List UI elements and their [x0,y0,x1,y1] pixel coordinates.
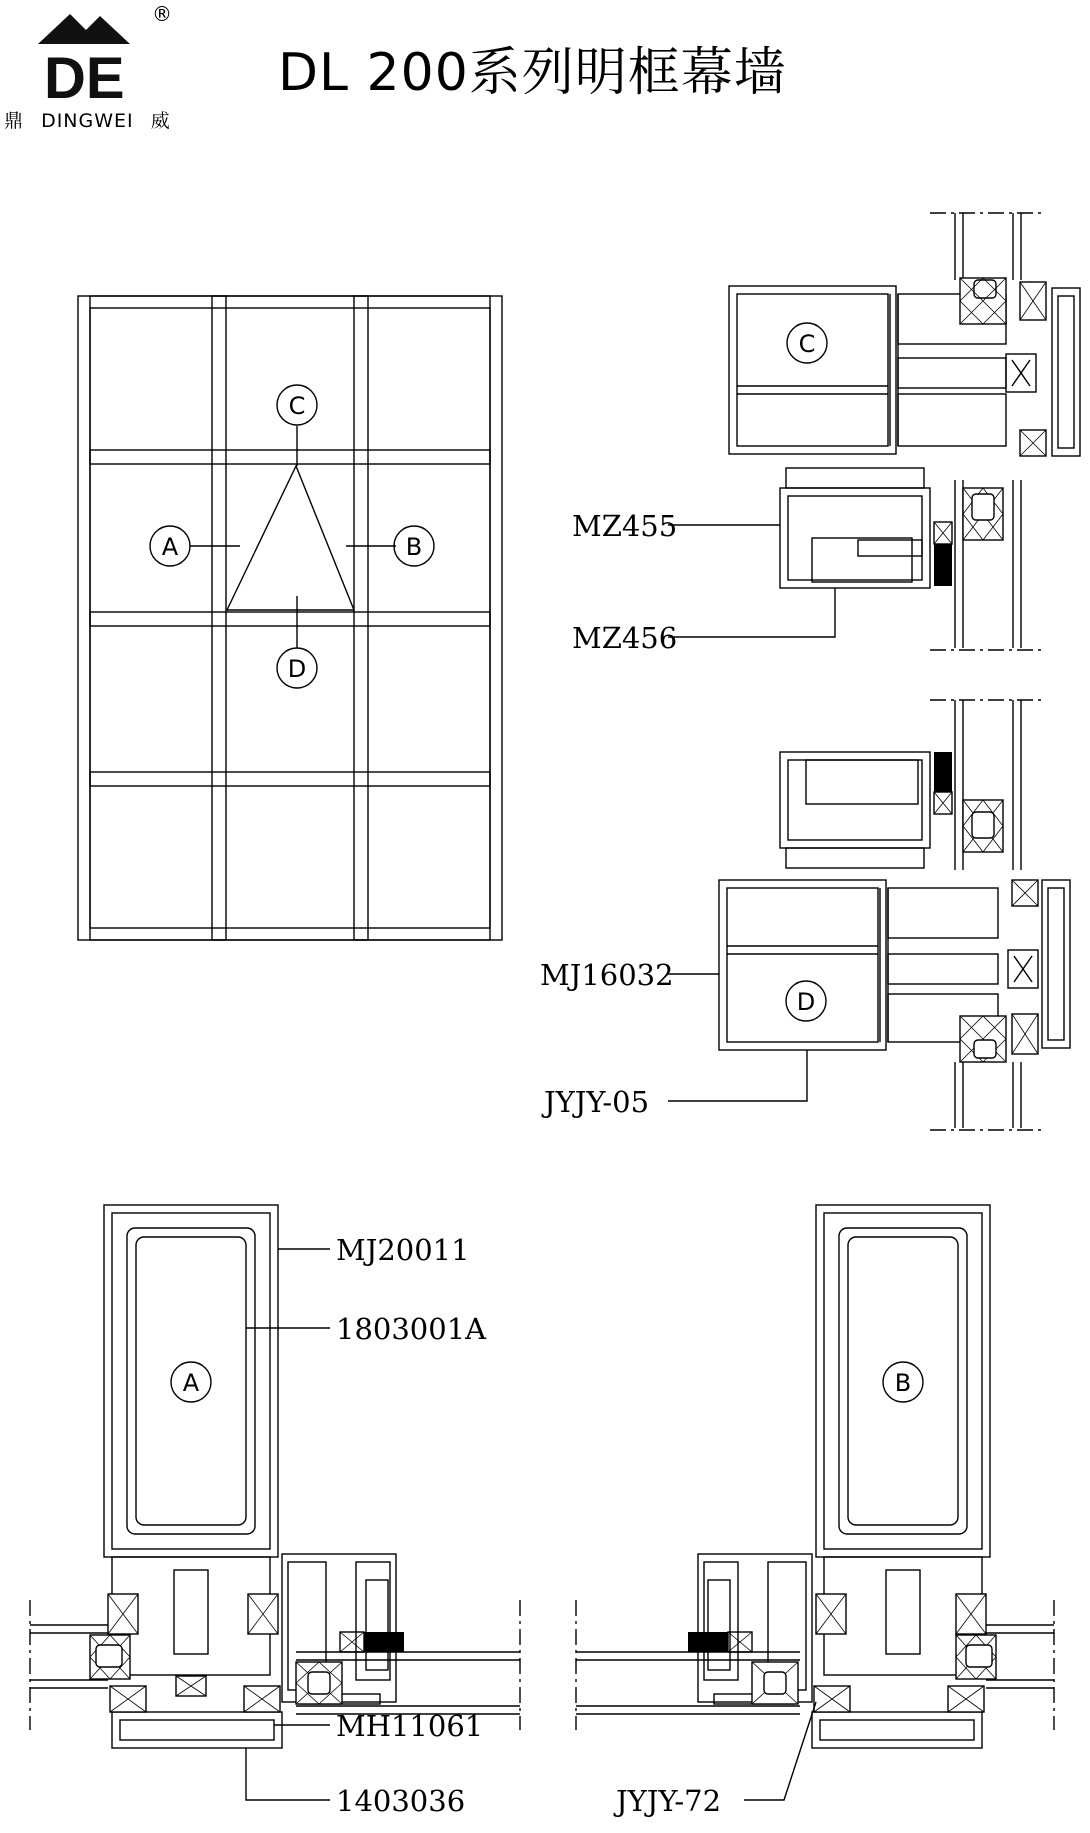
brand-en: DINGWEI [41,110,134,132]
section-b-marker-label: B [894,1369,912,1397]
logo-letters: DE [44,46,125,111]
label-mh11061: MH11061 [336,1709,484,1743]
brand-cn-right: 威 [150,110,171,132]
section-b-detail [576,1205,1054,1800]
marker-d-label: D [287,655,307,683]
brand-cn-left: 鼎 [4,110,25,132]
section-c-detail [668,213,1080,650]
label-jyjy-72: JYJY-72 [616,1784,722,1818]
label-mz455: MZ455 [572,509,678,543]
marker-b-label: B [405,533,423,561]
label-1403036: 1403036 [336,1784,466,1818]
marker-c-label: C [288,392,306,420]
label-jyjy-05: JYJY-05 [544,1085,650,1119]
label-mj16032: MJ16032 [540,958,674,992]
label-mz456: MZ456 [572,621,678,655]
page-title: DL 200系列明框幕墙 [278,43,787,103]
section-c-marker-label: C [798,330,816,358]
section-a-marker-label: A [182,1369,200,1397]
section-d-detail [668,700,1070,1130]
marker-a-label: A [161,533,179,561]
label-mj20011: MJ20011 [336,1233,470,1267]
label-1803001a: 1803001A [336,1312,487,1346]
registered-mark: ® [152,2,172,26]
section-d-marker-label: D [796,988,816,1016]
